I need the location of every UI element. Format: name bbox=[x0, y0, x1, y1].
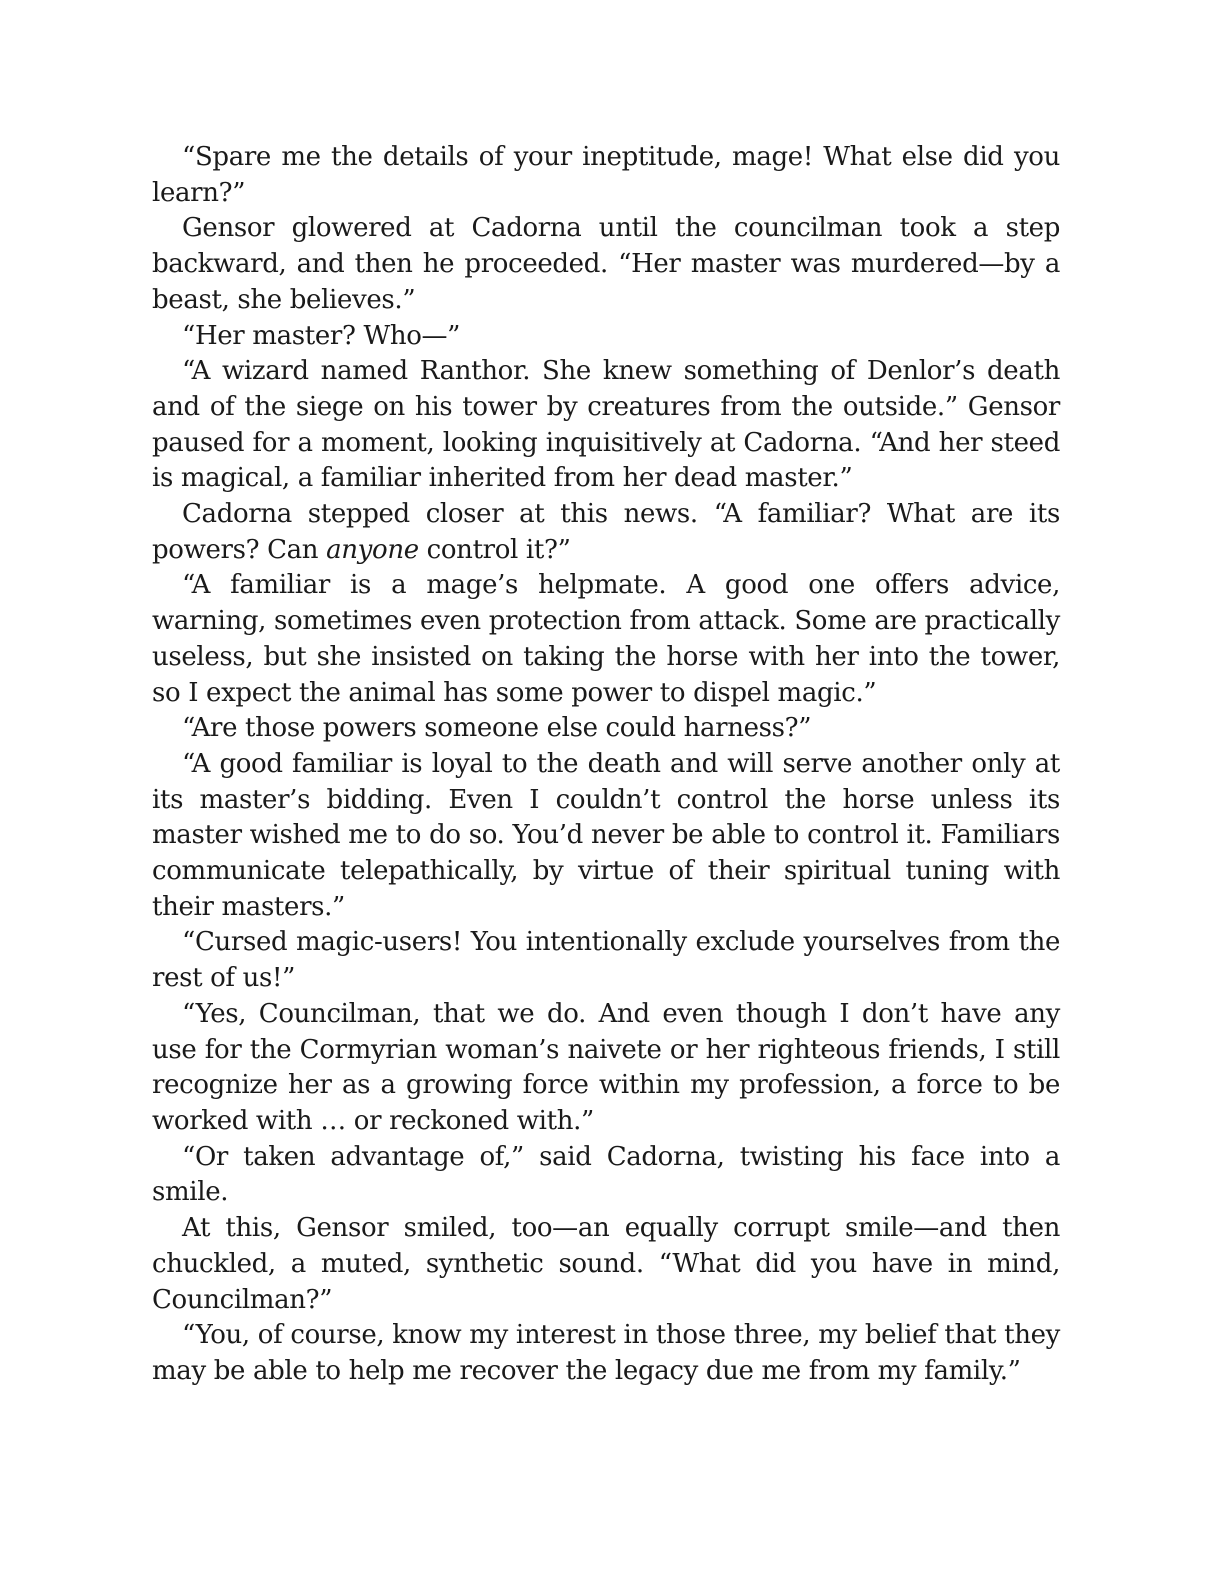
paragraph: Gensor glowered at Cadorna until the councilman took a step backward, and then he proceeded. “Her master was murdered—by a beast, she believes.” bbox=[152, 213, 1060, 315]
paragraph: “Or taken advantage of,” said Cadorna, twisting his face into a smile. bbox=[152, 1141, 1060, 1208]
paragraph: “Are those powers someone else could harness?” bbox=[182, 713, 812, 744]
paragraph: “Cursed magic-users! You intentionally exclude yourselves from the rest of us!” bbox=[152, 927, 1060, 994]
paragraph: “You, of course, know my interest in those three, my belief that they may be able to help me recover the legacy due me from my family.” bbox=[152, 1320, 1060, 1386]
paragraph: “A familiar is a mage’s helpmate. A good one offers advice, warning, sometimes even protection from attack. Some are practically useless, but she insisted on taking the horse with her into the tower, so I expect the animal has some power to dispel magic.” bbox=[152, 570, 1060, 708]
paragraph: “Yes, Councilman, that we do. And even though I don’t have any use for the Cormyrian woman’s naivete or her righteous friends, I still recognize her as a growing force within my profession, a force to be worked with … or reckoned with.” bbox=[152, 998, 1060, 1136]
paragraph: “Spare me the details of your ineptitude, mage! What else did you learn?” bbox=[152, 142, 1060, 208]
emphasized-word: anyone bbox=[326, 534, 419, 565]
paragraph: “A good familiar is loyal to the death and will serve another only at its master’s bidding. Even I couldn’t control the horse unless its master wished me to do so. You’d never be able to control it. Familiars communicate telepathically, by virtue of their spiritual tuning with their masters.” bbox=[152, 748, 1060, 922]
paragraph bbox=[152, 497, 1060, 568]
paragraph-text: Cadorna stepped closer at this news. “A familiar? What are its powers? Can bbox=[152, 499, 1060, 565]
book-page-body bbox=[152, 140, 1060, 1390]
paragraph: “Her master? Who—” bbox=[182, 320, 461, 351]
paragraph: “A wizard named Ranthor. She knew something of Denlor’s death and of the siege on his tower by creatures from the outside.” Gensor paused for a moment, looking inquisitively at Cadorna. “And her steed is magical, a familiar inherited from her dead master.” bbox=[152, 356, 1060, 494]
paragraph: At this, Gensor smiled, too—an equally corrupt smile—and then chuckled, a muted, synthetic sound. “What did you have in mind, Councilman?” bbox=[152, 1213, 1060, 1315]
paragraph-text: control it?” bbox=[418, 534, 571, 565]
